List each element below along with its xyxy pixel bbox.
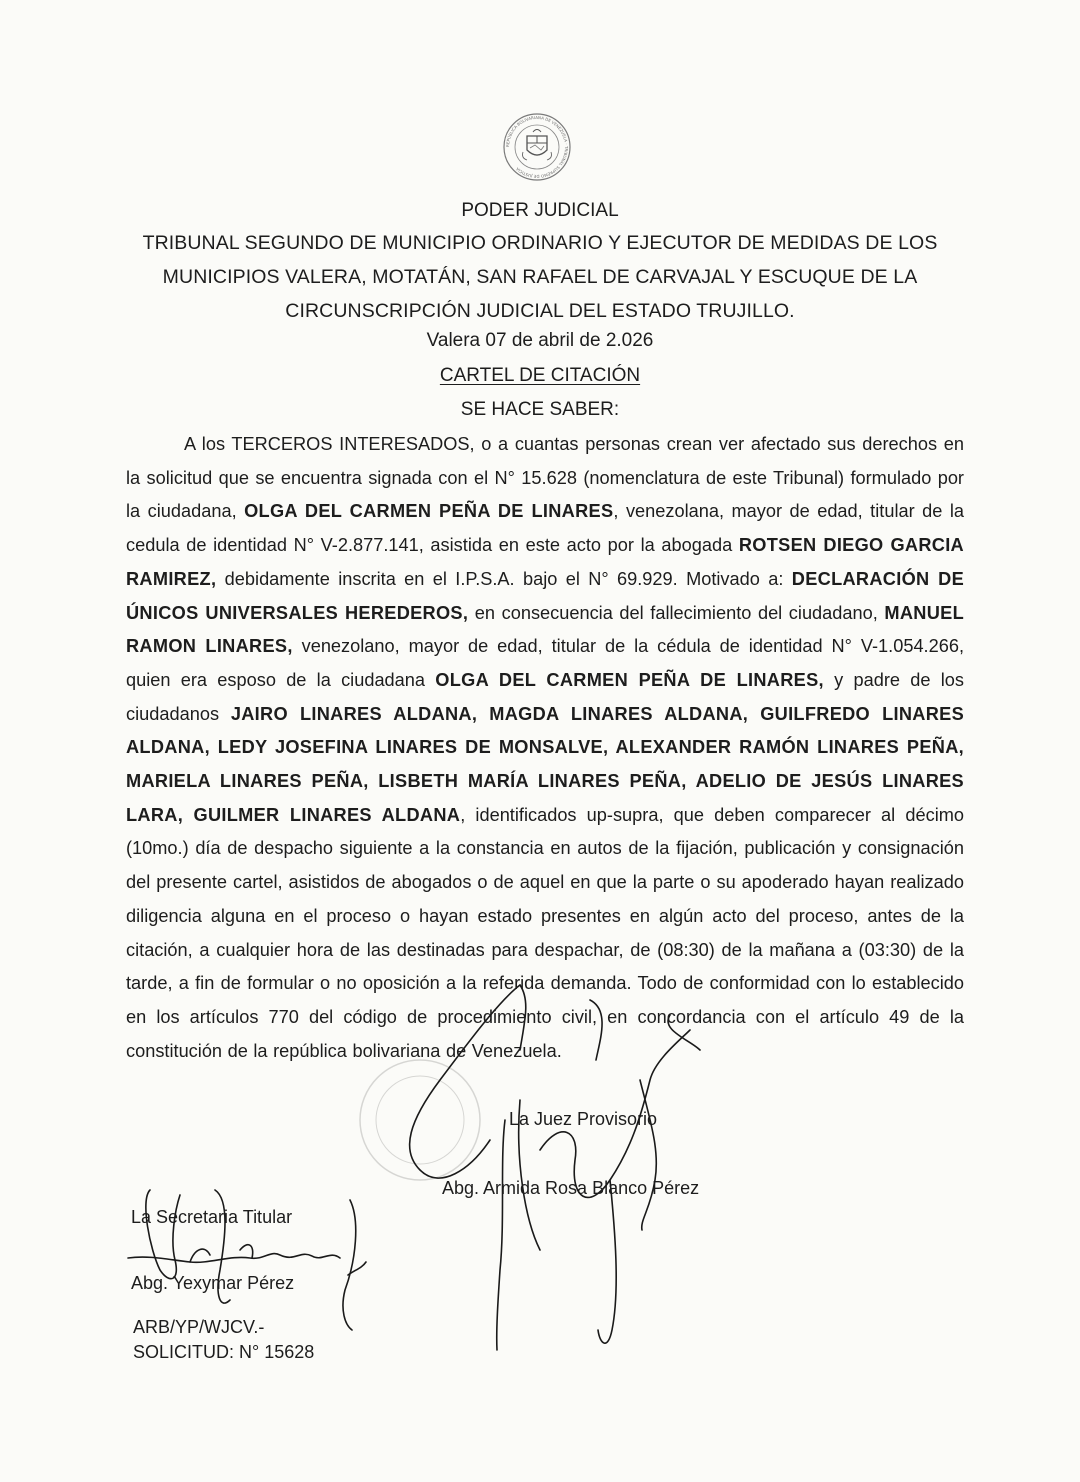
body-segment: A los TERCEROS INTERESADOS, o a cuantas personas crean ver afectado sus derechos en la solicitud que se encuentra signada con el N° 15.628 (nomenclatura de este Tribunal) formulado por la ciudadana,	[126, 434, 964, 522]
request-number: SOLICITUD: N° 15628	[133, 1342, 315, 1362]
petitioner-name: OLGA DEL CARMEN PEÑA DE LINARES	[244, 501, 614, 522]
body-segment: , identificados up-supra, que deben comparecer al décimo (10mo.) día de despacho siguiente a la constancia en autos de la fijación, publicación y consignación del presente cartel, asistidos de abogados o de aquel en que la parte o su apoderado hayan realizado diligencia alguna en el proceso o hayan estado presentes en algún acto del proceso, antes de la citación, a cualquier hora de las destinadas para despachar, de (08:30) de la mañana a (03:30) de la tarde, a fin de formular o no oposición a la referida demanda. Todo de conformidad con lo establecido en los artículos 770 del código de procedimiento civil, en concordancia con el artículo 49 de la constitución de la república bolivariana de Venezuela.	[126, 804, 964, 1061]
body-segment: en consecuencia del fallecimiento del ciudadano,	[468, 602, 885, 623]
heirs-list: JAIRO LINARES ALDANA, MAGDA LINARES ALDANA, GUILFREDO LINARES ALDANA, LEDY JOSEFINA LINARES DE MONSALVE, ALEXANDER RAMÓN LINARES PEÑA, MARIELA LINARES PEÑA, LISBETH MARÍA LINARES PEÑA, ADELIO DE JESÚS LINARES LARA, GUILMER LINARES ALDANA	[126, 703, 964, 825]
secretary-name: Abg. Yexymar Pérez	[131, 1273, 295, 1293]
initials-reference: ARB/YP/WJCV.-	[133, 1317, 265, 1337]
citation-body	[126, 428, 964, 1068]
document-title	[100, 366, 980, 385]
document-title-text: CARTEL DE CITACIÓN	[439, 365, 641, 386]
deceased-name: MANUEL RAMON LINARES,	[126, 602, 964, 657]
judge-role: La Juez Provisorio	[509, 1109, 658, 1129]
body-segment: venezolano, mayor de edad, titular de la cédula de identidad N° V-1.054.266, quien era esposo de la ciudadana	[126, 636, 965, 690]
court-heading-line-1: TRIBUNAL SEGUNDO DE MUNICIPIO ORDINARIO Y EJECUTOR DE MEDIDAS DE LOS	[142, 232, 938, 254]
attorney-name: ROTSEN DIEGO GARCIA RAMIREZ,	[126, 535, 964, 589]
spouse-name: OLGA DEL CARMEN PEÑA DE LINARES,	[435, 669, 824, 690]
judge-name: Abg. Armida Rosa Blanco Pérez	[442, 1178, 700, 1198]
motive-title: DECLARACIÓN DE ÚNICOS UNIVERSALES HEREDEROS,	[126, 568, 964, 623]
official-seal-icon	[497, 112, 577, 182]
body-segment: debidamente inscrita en el I.P.S.A. bajo el N° 69.929. Motivado a:	[216, 568, 792, 589]
body-segment: , venezolana, mayor de edad, titular de la cedula de identidad N° V-2.877.141, asistida en este acto por la abogada	[126, 501, 964, 556]
announcement-line: SE HACE SABER:	[460, 399, 620, 420]
seal-ring-text: REPÚBLICA BOLIVARIANA DE VENEZUELA · TRIBUNAL SUPREMO DE JUSTICIA	[504, 114, 570, 180]
document-date: Valera 07 de abril de 2.026	[426, 330, 654, 351]
court-heading	[110, 226, 970, 328]
power-heading: PODER JUDICIAL	[461, 200, 619, 221]
court-heading-line-2: MUNICIPIOS VALERA, MOTATÁN, SAN RAFAEL DE CARVAJAL Y ESCUQUE DE LA	[162, 266, 918, 288]
court-heading-line-3: CIRCUNSCRIPCIÓN JUDICIAL DEL ESTADO TRUJILLO.	[285, 300, 795, 322]
body-segment: y padre de los ciudadanos	[126, 669, 964, 724]
secretary-role: La Secretaria Titular	[131, 1207, 293, 1227]
